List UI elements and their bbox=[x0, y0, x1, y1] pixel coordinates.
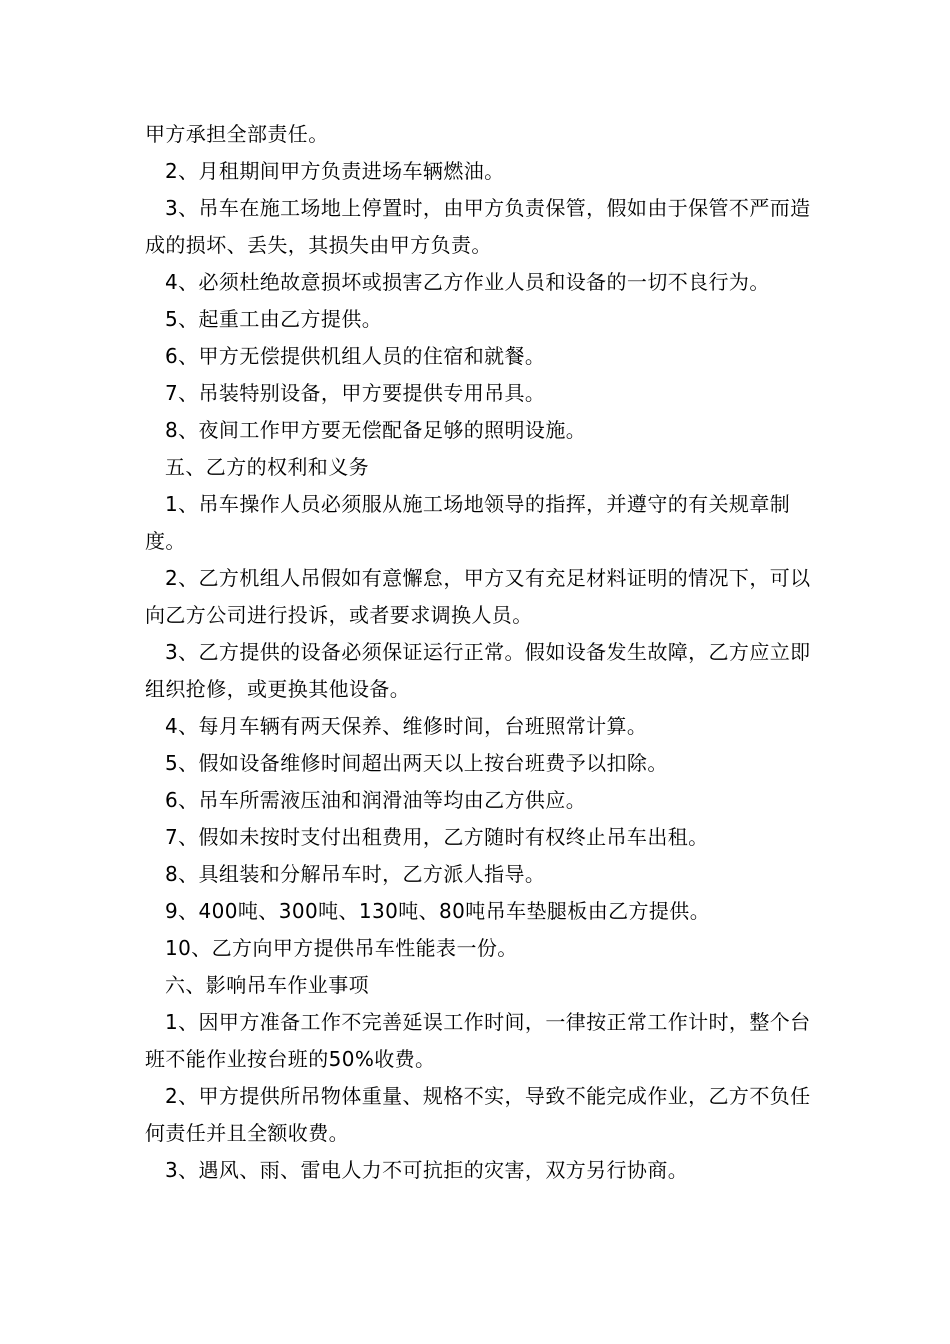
clause-5-9: 9、400吨、300吨、130吨、80吨吊车垫腿板由乙方提供。 bbox=[165, 899, 711, 923]
clause-4-3: 3、吊车在施工场地上停置时，由甲方负责保管，假如由于保管不严而造成的损坏、丢失，其损失由甲方负责。 bbox=[145, 196, 811, 257]
clause-5-6: 6、吊车所需液压油和润滑油等均由乙方供应。 bbox=[165, 788, 587, 812]
clause-6-3: 3、遇风、雨、雷电人力不可抗拒的灾害，双方另行协商。 bbox=[165, 1158, 689, 1182]
clause-5-1: 1、吊车操作人员必须服从施工场地领导的指挥，并遵守的有关规章制度。 bbox=[145, 492, 791, 553]
clause-4-6: 6、甲方无偿提供机组人员的住宿和就餐。 bbox=[165, 344, 546, 368]
document-page bbox=[145, 116, 815, 1189]
clause-5-8: 8、具组装和分解吊车时，乙方派人指导。 bbox=[165, 862, 546, 886]
clause-5-7: 7、假如未按时支付出租费用，乙方随时有权终止吊车出租。 bbox=[165, 825, 709, 849]
clause-6-2: 2、甲方提供所吊物体重量、规格不实，导致不能完成作业，乙方不负任何责任并且全额收费。 bbox=[145, 1084, 811, 1145]
clause-5-5: 5、假如设备维修时间超出两天以上按台班费予以扣除。 bbox=[165, 751, 668, 775]
clause-4-7: 7、吊装特别设备，甲方要提供专用吊具。 bbox=[165, 381, 546, 405]
clause-5-10: 10、乙方向甲方提供吊车性能表一份。 bbox=[165, 936, 518, 960]
clause-4-5: 5、起重工由乙方提供。 bbox=[165, 307, 383, 331]
section-heading-5: 五、乙方的权利和义务 bbox=[165, 455, 369, 479]
clause-4-4: 4、必须杜绝故意损坏或损害乙方作业人员和设备的一切不良行为。 bbox=[165, 270, 770, 294]
clause-5-2: 2、乙方机组人吊假如有意懈怠，甲方又有充足材料证明的情况下，可以向乙方公司进行投诉，或者要求调换人员。 bbox=[145, 566, 811, 627]
clause-4-2: 2、月租期间甲方负责进场车辆燃油。 bbox=[165, 159, 505, 183]
clause-6-1: 1、因甲方准备工作不完善延误工作时间，一律按正常工作计时，整个台班不能作业按台班的50%收费。 bbox=[145, 1010, 811, 1071]
clause-5-4: 4、每月车辆有两天保养、维修时间，台班照常计算。 bbox=[165, 714, 648, 738]
clause-5-3: 3、乙方提供的设备必须保证运行正常。假如设备发生故障，乙方应立即组织抢修，或更换其他设备。 bbox=[145, 640, 811, 701]
clause-4-8: 8、夜间工作甲方要无偿配备足够的照明设施。 bbox=[165, 418, 587, 442]
section-heading-6: 六、影响吊车作业事项 bbox=[165, 973, 369, 997]
paragraph-continuation: 甲方承担全部责任。 bbox=[145, 122, 329, 146]
